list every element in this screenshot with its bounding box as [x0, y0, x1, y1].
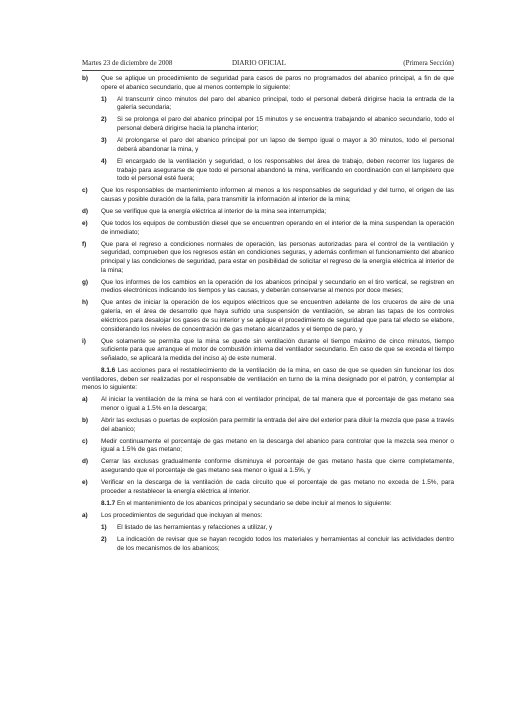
list-item-f: [82, 241, 454, 276]
sub-label: 1): [101, 95, 107, 103]
sub-item-4: [101, 158, 454, 184]
sub-text: Al prolongarse el paro del abanico principal por un lapso de tiempo igual o mayor a 30 minutos, todo el personal deberá abandonar la mina, y: [117, 137, 454, 153]
list-item-d: [82, 458, 454, 475]
header-publication: DIARIO OFICIAL: [232, 59, 286, 67]
item-text: Medir continuamente el porcentaje de gas metano en la descarga del abanico para controlar que la mezcla sea menor o igual a 1.5% de gas metano;: [101, 437, 454, 454]
list-item-h: [82, 299, 454, 334]
section-number: 8.1.7: [101, 499, 116, 507]
paragraph-8-1-6: [82, 367, 454, 393]
item-text: Que antes de iniciar la operación de los equipos eléctricos que se encuentren adelante de los cruceros de aire de una galería, en el área de desarrollo que haya sufrido una suspensión de ventilación, se abran las tapas de los controles eléctricos para desalojar los gases de su interior y se aplique el procedimiento de seguridad que para tal efecto se elabore, considerando los niveles de concentración de gas metano alcanzados y el tiempo de paro, y: [101, 299, 454, 333]
item-label: d): [82, 458, 89, 466]
header-section: (Primera Sección): [403, 59, 454, 67]
list-item-a: [82, 396, 454, 413]
item-label: d): [82, 207, 89, 215]
sub-label: 2): [101, 116, 107, 124]
list-item-c: [82, 438, 454, 455]
item-label: e): [82, 479, 88, 487]
list-item-b: [82, 417, 454, 434]
item-text: Abrir las exclusas o puertas de explosión para permitir la entrada del aire del exterior para diluir la mezcla que pase a través del abanico;: [101, 417, 454, 433]
sub-text: La indicación de revisar que se hayan recogido todos los materiales y herramientas al concluir las actividades dentro de los mecanismos de los abanicos;: [117, 535, 454, 552]
item-label: a): [82, 511, 88, 519]
item-label: g): [82, 278, 89, 286]
paragraph-text: En el mantenimiento de los abanicos principal y secundario se debe incluir al menos lo siguiente:: [115, 499, 392, 507]
item-text: Que todos los equipos de combustión diesel que se encuentren operando en el interior de la mina suspendan la operación de inmediato;: [101, 219, 454, 236]
page-header: [82, 58, 454, 71]
list-item-d: [82, 208, 454, 217]
item-label: a): [82, 396, 88, 404]
item-text: Al iniciar la ventilación de la mina se hará con el ventilador principal, de tal manera que el porcentaje de gas metano sea menor o igual a 1.5% en la descarga;: [101, 396, 454, 413]
sub-item-2: [101, 116, 454, 133]
list-item-a: [82, 512, 454, 521]
document-body: [82, 75, 454, 557]
list-item-c: [82, 187, 454, 204]
list-item-i: [82, 338, 454, 364]
paragraph-8-1-7: [82, 500, 454, 509]
sub-label: 2): [101, 535, 107, 543]
item-label: c): [82, 187, 88, 195]
item-label: f): [82, 240, 87, 248]
sub-item-1: [101, 524, 454, 533]
item-label: b): [82, 75, 89, 82]
item-text: Cerrar las exclusas gradualmente conforme disminuya el porcentaje de gas metano hasta que cierre completamente, asegurando que el porcentaje de gas metano sea menor o igual a 1.5%, y: [101, 458, 454, 475]
item-label: b): [82, 417, 89, 425]
item-text: Que solamente se permita que la mina se quede sin ventilación durante el tiempo máximo de cinco minutos, tiempo suficiente para que arranque el motor de combustión interna del ventilador secundario. En caso de que se exceda el tiempo señalado, se aplicará la medida del inciso a) de este numeral.: [101, 337, 454, 362]
item-text: Que los informes de los cambios en la operación de los abanicos principal y secundario en el tiro vertical, se registren en medios electrónicos indicando los tiempos y las causas, y deberán conservarse al menos por doce meses;: [101, 278, 454, 295]
sub-label: 3): [101, 137, 107, 145]
item-text: Que los responsables de mantenimiento informen al menos a los responsables de seguridad y del turno, el origen de las causas y posible duración de la falla, para transmitir la información al interior de la mina;: [101, 187, 454, 203]
paragraph-text: Las acciones para el restablecimiento de la ventilación de la mina, en caso de que se queden sin funcionar los dos ventiladores, deben ser realizadas por el responsable de ventilación en turno de la mina designado por el patrón, y contemplar al menos lo siguiente:: [82, 366, 454, 392]
list-item-e: [82, 479, 454, 496]
item-text: Verificar en la descarga de la ventilación de cada circuito que el porcentaje de gas metano no exceda de 1.5%, para proceder a restablecer la energía eléctrica al interior.: [101, 479, 454, 495]
list-item-e: [82, 220, 454, 237]
list-item-b: [82, 75, 454, 92]
item-label: i): [82, 337, 86, 345]
sub-item-3: [101, 137, 454, 154]
sub-text: El encargado de la ventilación y seguridad, o los responsables del área de trabajo, deben recorrer los lugares de trabajo para asegurarse de que todo el personal abandonó la mina, verificando en coordinación con el lampistero que todo el personal esté fuera;: [117, 157, 454, 183]
header-date: Martes 23 de diciembre de 2008: [82, 59, 173, 67]
sub-text: Al transcurrir cinco minutos del paro del abanico principal, todo el personal deberá dirigirse hacia la entrada de la galería secundaria;: [117, 95, 454, 112]
sub-label: 4): [101, 157, 107, 165]
item-text: Que para el regreso a condiciones normales de operación, las personas autorizadas para el control de la ventilación y seguridad, comprueben que los regresos están en condiciones seguras, y además confirmen el funcionamiento del abanico principal y las condiciones de seguridad, para estar en posibilidad de solicitar el regreso de la energía eléctrica al interior de la mina;: [101, 240, 454, 274]
sub-text: Si se prolonga el paro del abanico principal por 15 minutos y se encuentra trabajando el abanico secundario, todo el personal deberá dirigirse hacia la plancha interior;: [117, 116, 454, 133]
item-text: Los procedimientos de seguridad que incluyan al menos:: [101, 511, 263, 519]
item-text: Que se verifique que la energía eléctrica al interior de la mina sea interrumpida;: [101, 207, 327, 215]
sub-item-2: [101, 536, 454, 553]
item-text: Que se aplique un procedimiento de seguridad para casos de paros no programados del abanico principal, a fin de que opere el abanico secundario, que al menos contemple lo siguiente:: [101, 75, 454, 91]
sub-text: El listado de las herramientas y refacciones a utilizar, y: [117, 523, 273, 531]
item-label: e): [82, 219, 88, 227]
item-label: c): [82, 437, 88, 445]
section-number: 8.1.6: [101, 366, 116, 374]
item-label: h): [82, 299, 89, 307]
sub-label: 1): [101, 523, 107, 531]
sub-item-1: [101, 96, 454, 113]
list-item-g: [82, 279, 454, 296]
